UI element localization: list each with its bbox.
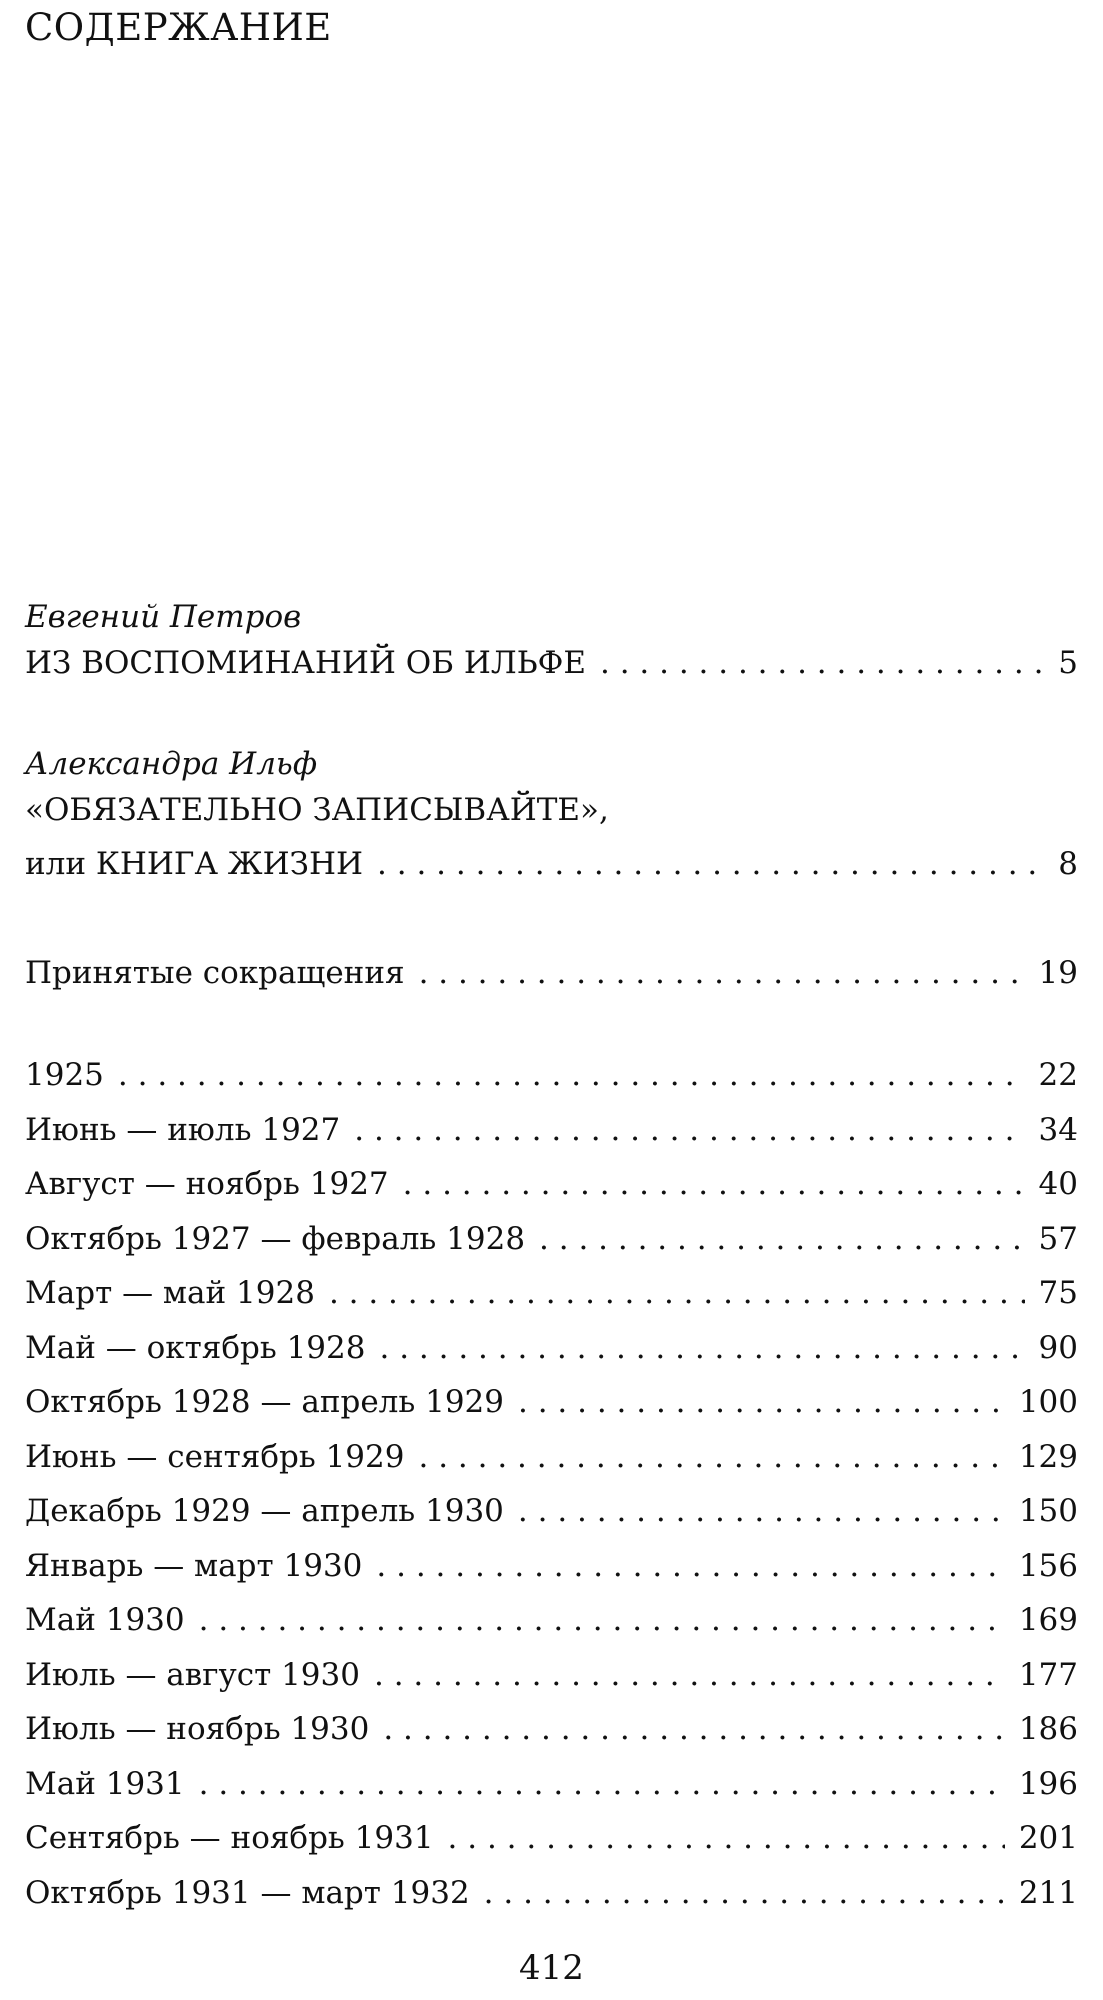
dot-leader — [377, 837, 1044, 892]
toc-entry-title: Май 1931 — [25, 1765, 185, 1802]
toc-entry-title: Октябрь 1931 — март 1932 — [25, 1874, 470, 1911]
toc-entry[interactable] — [25, 1648, 1078, 1703]
dot-leader — [199, 1757, 1005, 1812]
dot-leader — [376, 1539, 1004, 1594]
section-spacer — [25, 892, 1078, 946]
toc-entry-title: Январь — март 1930 — [25, 1547, 363, 1584]
dot-leader — [329, 1266, 1025, 1321]
toc-entry-page: 22 — [1038, 1057, 1078, 1093]
toc-entry-page: 100 — [1018, 1384, 1078, 1420]
toc-entry[interactable] — [25, 1811, 1078, 1866]
author-name: Евгений Петров — [25, 599, 302, 635]
table-of-contents — [25, 598, 1078, 1920]
dot-leader — [484, 1866, 1005, 1921]
dot-leader — [118, 1048, 1025, 1103]
toc-entry-title: Июль — август 1930 — [25, 1656, 360, 1693]
page-title: СОДЕРЖАНИЕ — [25, 6, 332, 49]
dot-leader — [379, 1321, 1024, 1376]
toc-entry[interactable] — [25, 1430, 1078, 1485]
section-spacer — [25, 691, 1078, 745]
dot-leader — [403, 1157, 1025, 1212]
dot-leader — [419, 946, 1025, 1001]
toc-entry-page: 40 — [1038, 1166, 1078, 1202]
toc-entry[interactable] — [25, 1266, 1078, 1321]
dot-leader — [448, 1811, 1005, 1866]
toc-entry-title: Октябрь 1928 — апрель 1929 — [25, 1384, 504, 1420]
toc-entry-page: 8 — [1058, 846, 1078, 882]
toc-entry-title-line: «ОБЯЗАТЕЛЬНО ЗАПИСЫВАЙТЕ», — [25, 791, 609, 828]
toc-entry-page: 201 — [1018, 1820, 1078, 1856]
toc-entry-page: 186 — [1018, 1711, 1078, 1747]
toc-entry-abbreviations[interactable] — [25, 946, 1078, 1001]
dot-leader — [354, 1103, 1024, 1158]
toc-section-petrov — [25, 598, 1078, 691]
toc-entry[interactable] — [25, 1539, 1078, 1594]
toc-entry[interactable] — [25, 1866, 1078, 1921]
dot-leader — [600, 636, 1044, 691]
toc-entry[interactable] — [25, 1702, 1078, 1757]
toc-entry-title: Август — ноябрь 1927 — [25, 1166, 389, 1202]
section-spacer — [25, 1000, 1078, 1048]
toc-entry-title: ИЗ ВОСПОМИНАНИЙ ОБ ИЛЬФЕ — [25, 645, 587, 681]
dot-leader — [374, 1648, 1005, 1703]
toc-entry-page: 19 — [1038, 954, 1078, 991]
toc-entry[interactable] — [25, 1484, 1078, 1539]
toc-entry-page: 156 — [1018, 1547, 1078, 1584]
toc-entry[interactable] — [25, 1048, 1078, 1103]
dot-leader — [418, 1430, 1004, 1485]
toc-entry-page: 90 — [1038, 1329, 1078, 1366]
toc-entry[interactable] — [25, 1593, 1078, 1648]
toc-entry-title: Май 1930 — [25, 1602, 185, 1638]
toc-entry-page: 75 — [1038, 1275, 1078, 1311]
page-number: 412 — [519, 1948, 584, 1988]
toc-entry-page: 5 — [1058, 645, 1078, 681]
toc-entry[interactable] — [25, 1321, 1078, 1376]
toc-entry-title: Октябрь 1927 — февраль 1928 — [25, 1220, 526, 1257]
dot-leader — [518, 1484, 1005, 1539]
toc-entry[interactable] — [25, 837, 1078, 892]
toc-entry-page: 169 — [1018, 1602, 1078, 1638]
dot-leader — [199, 1593, 1005, 1648]
dot-leader — [383, 1702, 1005, 1757]
toc-entry-page: 196 — [1018, 1765, 1078, 1802]
toc-entry[interactable] — [25, 1212, 1078, 1267]
toc-entry-title: или КНИГА ЖИЗНИ — [25, 846, 364, 882]
toc-entry-title: Май — октябрь 1928 — [25, 1329, 366, 1366]
toc-entry-page: 177 — [1018, 1656, 1078, 1693]
toc-entry-page: 150 — [1018, 1493, 1078, 1529]
toc-section-ilf — [25, 745, 1078, 892]
toc-entry-title: Июнь — июль 1927 — [25, 1111, 341, 1148]
toc-entry-title: Декабрь 1929 — апрель 1930 — [25, 1493, 504, 1529]
toc-entry[interactable] — [25, 1157, 1078, 1212]
toc-entry[interactable] — [25, 636, 1078, 691]
toc-entry-title: 1925 — [25, 1057, 104, 1093]
dot-leader — [518, 1375, 1005, 1430]
toc-entry-title: Июнь — сентябрь 1929 — [25, 1438, 405, 1475]
toc-entry-title: Июль — ноябрь 1930 — [25, 1711, 370, 1747]
toc-entry-page: 34 — [1038, 1111, 1078, 1148]
toc-entry[interactable] — [25, 1103, 1078, 1158]
toc-entry-title: Сентябрь — ноябрь 1931 — [25, 1820, 434, 1856]
toc-entry-title: Принятые сокращения — [25, 954, 405, 991]
toc-entry[interactable] — [25, 1375, 1078, 1430]
toc-entry-page: 129 — [1018, 1438, 1078, 1475]
toc-entry[interactable] — [25, 1757, 1078, 1812]
author-name: Александра Ильф — [25, 745, 318, 782]
chapter-list — [25, 1048, 1078, 1920]
toc-entry-title: Март — май 1928 — [25, 1275, 315, 1311]
dot-leader — [539, 1212, 1025, 1267]
toc-entry-page: 211 — [1018, 1874, 1078, 1911]
toc-entry-page: 57 — [1038, 1220, 1078, 1257]
